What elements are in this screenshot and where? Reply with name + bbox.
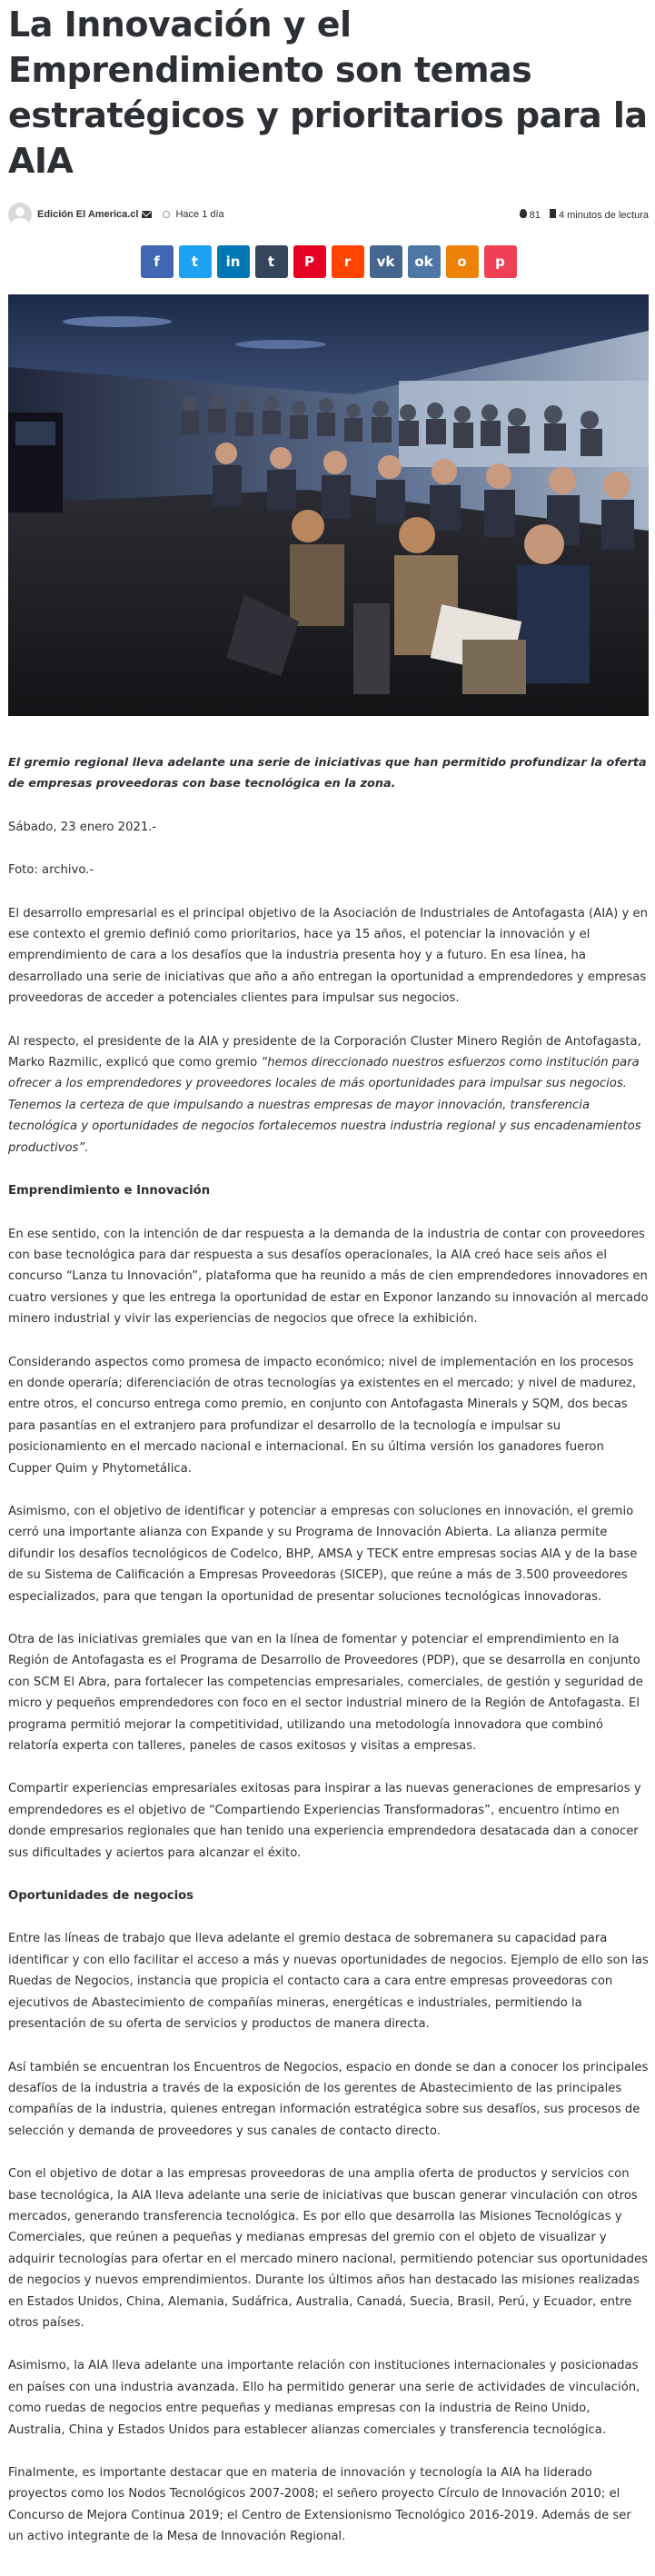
clock-icon [163,211,170,218]
article-body [8,752,649,2548]
conference-photo [8,294,649,716]
section-heading-emprendimiento: Emprendimiento e Innovación [8,1184,211,1198]
paragraph: El desarrollo empresarial es el principal objetivo de la Asociación de Industriales de Antofagasta (AIA) y en ese contexto el gremio definió como prioritarios, hace ya 15 años, el potenciar la innovación y el emprendimiento de cara a los desafíos que la industria presenta hoy y a futuro. En esa línea, ha desarrollado una serie de iniciativas que año a año entregan la oportunidad a emprendedores y empresas proveedoras de acceder a potenciales clientes para impulsar sus negocios. [8,906,648,1006]
pinterest-icon: P [304,254,314,270]
article-title: La Innovación y el Emprendimiento son temas estratégicos y prioritarios para la AIA [8,5,648,181]
paragraph-quote [8,1031,649,1159]
vk-icon: vk [376,254,395,270]
article-stats [520,209,649,221]
article-lead: El gremio regional lleva adelante una serie de iniciativas que han permitido profundizar la oferta de empresas proveedoras con base tecnológica en la zona. [8,756,647,791]
paragraph: Compartir experiencias empresariales exitosas para inspirar a las nuevas generaciones de empresarios y emprendedores es el objetivo de “Compartiendo Experiencias Transformadoras”, encuentro íntimo en donde empresarios regionales que han tenido una experiencia emprendedora desatacada dan a conocer sus dificultades y aciertos para alcanzar el éxito. [8,1782,641,1860]
share-pocket-button[interactable] [484,245,517,278]
share-vk-button[interactable] [370,245,402,278]
author-avatar[interactable] [8,203,32,226]
book-icon [550,209,556,218]
article-date: Sábado, 23 enero 2021.- [8,820,157,834]
paragraph: Considerando aspectos como promesa de impacto económico; nivel de implementación en los procesos en donde operaría; diferenciación de otras tecnologías ya existentes en el mercado; y nivel de madurez, entre otros, el concurso entrega como premio, en conjunto con Antofagasta Minerals y SQM, dos becas para pasantías en el extranjero para profundizar el desarrollo de la tecnología e impulsar su posicionamiento en el mercado nacional e internacional. En su última versión los ganadores fueron Cupper Quim y Phytometálica. [8,1355,637,1476]
views-stat [520,209,541,221]
article-photo [8,294,649,716]
photo-credit: Foto: archivo.- [8,863,94,878]
share-odnoklassniki-orange-button[interactable] [446,245,479,278]
fire-icon [520,209,527,218]
reddit-icon: r [343,254,352,270]
paragraph: Asimismo, la AIA lleva adelante una importante relación con instituciones internacionales y posicionadas en países con una industria avanzada. Ello ha permitido generar una serie de actividades de vinculación, como ruedas de negocios entre pequeñas y medianas empresas con la industria de Reino Unido, Australia, China y Estados Unidos para establecer alianzas comerciales y transferencia tecnológica. [8,2359,640,2437]
tumblr-icon: t [267,254,275,270]
odnoklassniki-orange-icon: o [457,254,467,270]
share-buttons [8,245,649,278]
share-linkedin-button[interactable] [217,245,250,278]
author-link[interactable]: Edición El America.cl [37,209,139,220]
share-odnoklassniki-button[interactable] [408,245,441,278]
mail-icon[interactable] [142,211,152,218]
paragraph: En ese sentido, con la intención de dar respuesta a la demanda de la industria de contar con proveedores con base tecnológica para dar respuesta a sus desafíos operacionales, la AIA creó hace seis años el concurso “Lanza tu Innovación”, plataforma que ha reunido a más de cien emprendedores innovadores en cuatro versiones y que les entrega la oportunidad de estar en Exponor lanzando su innovación al mercado minero industrial y vivir las experiencias de negocios que ofrece la exhibición. [8,1227,649,1327]
share-twitter-button[interactable] [179,245,212,278]
paragraph: Entre las líneas de trabajo que lleva adelante el gremio destaca de sobremanera su capacidad para identificar y con ello facilitar el acceso a más y nuevas oportunidades de negocios. Ejemplo de ello son las Ruedas de Negocios, instancia que propicia el contacto cara a cara entre empresas proveedoras con ejecutivos de Abastecimiento de compañías mineras, energéticas e industriales, permitiendo la presentación de su oferta de servicios y productos de manera directa. [8,1932,649,2032]
facebook-icon: f [154,254,160,270]
paragraph: Asimismo, con el objetivo de identificar y potenciar a empresas con soluciones en innovación, el gremio cerró una importante alianza con Expande y su Programa de Innovación Abierta. La alianza permite difundir los desafíos tecnológicos de Codelco, BHP, AMSA y TECK entre empresas socias AIA y de la base de su Sistema de Calificación a Empresas Proveedoras (SICEP), que reúne a más de 3.500 proveedores especializados, para que tengan la oportunidad de presentar soluciones tecnológicas innovadoras. [8,1504,638,1604]
share-facebook-button[interactable] [141,245,174,278]
paragraph: Finalmente, es importante destacar que en materia de innovación y tecnología la AIA ha liderado proyectos como los Nodos Tecnológicos 2007-2008; el señero proyecto Círculo de Innovación 2010; el Concurso de Mejora Continua 2019; el Centro de Extensionismo Tecnológico 2016-2019. Además de ser un activo integrante de la Mesa de Innovación Regional. [8,2466,631,2544]
pocket-icon: p [495,254,505,270]
paragraph: Con el objetivo de dotar a las empresas proveedoras de una amplia oferta de productos y servicios con base tecnológica, la AIA lleva adelante una serie de iniciativas que buscan generar vinculación con otros mercados, generando transferencia tecnológica. Es por ello que desarrolla las Misiones Tecnológicas y Comerciales, que reúnen a pequeñas y medianas empresas del gremio con el objeto de visualizar y adquirir tecnologías para ofertar en el mercado minero nacional, permitiendo potenciar sus oportunidades de negocios y nuevos emprendimientos. Durante los últimos años han destacado las misiones realizadas en Estados Unidos, China, Alemania, Sudáfrica, Australia, Canadá, Suecia, Brasil, Perú, y Ecuador, entre otros países. [8,2167,649,2330]
share-tumblr-button[interactable] [255,245,288,278]
views-count: 81 [529,209,541,221]
odnoklassniki-icon: ok [414,254,433,270]
linkedin-icon: in [225,254,241,270]
section-heading-oportunidades: Oportunidades de negocios [8,1889,194,1904]
author-block [8,203,224,226]
quote-text: “hemos direccionado nuestros esfuerzos como institución para ofrecer a los emprendedores y proveedores locales de más oportunidades para impulsar sus negocios. Tenemos la certeza de que impulsando a nuestras empresas de mayor innovación, transferencia tecnológica y oportunidades de negocios fortalecemos nuestra industria regional y sus encadenamientos productivos”. [8,1056,641,1155]
read-time-stat [550,209,649,221]
time-ago: Hace 1 día [175,209,224,220]
paragraph: Otra de las iniciativas gremiales que van en la línea de fomentar y potenciar el emprendimiento en la Región de Antofagasta es el Programa de Desarrollo de Proveedores (PDP), que se desarrolla en conjunto con SCM El Abra, para fortalecer las competencias empresariales, comerciales, de gestión y seguridad de micro y pequeños emprendedores con foco en el sector industrial minero de la Región de Antofagasta. El programa permitió mejorar la competitividad, utilizando una metodología innovadora que combinó relatoría experta con talleres, paneles de casos exitosos y visitas a empresas. [8,1633,643,1754]
share-reddit-button[interactable] [332,245,364,278]
quote-intro: Al respecto, el presidente de la AIA y presidente de la Corporación Cluster Minero Región de Antofagasta, Marko Razmilic, explicó que como gremio [8,1034,641,1070]
read-time: 4 minutos de lectura [558,209,649,221]
twitter-icon: t [191,254,199,270]
share-pinterest-button[interactable] [293,245,326,278]
article-meta [8,202,649,227]
paragraph: Así también se encuentran los Encuentros de Negocios, espacio en donde se dan a conocer los principales desafíos de la industria a través de la exposición de los gerentes de Abastecimiento de las principales compañías de la industria, quienes entregan información estratégica sobre sus desafíos, sus procesos de selección y demanda de proveedores y sus canales de contacto directo. [8,2060,649,2138]
